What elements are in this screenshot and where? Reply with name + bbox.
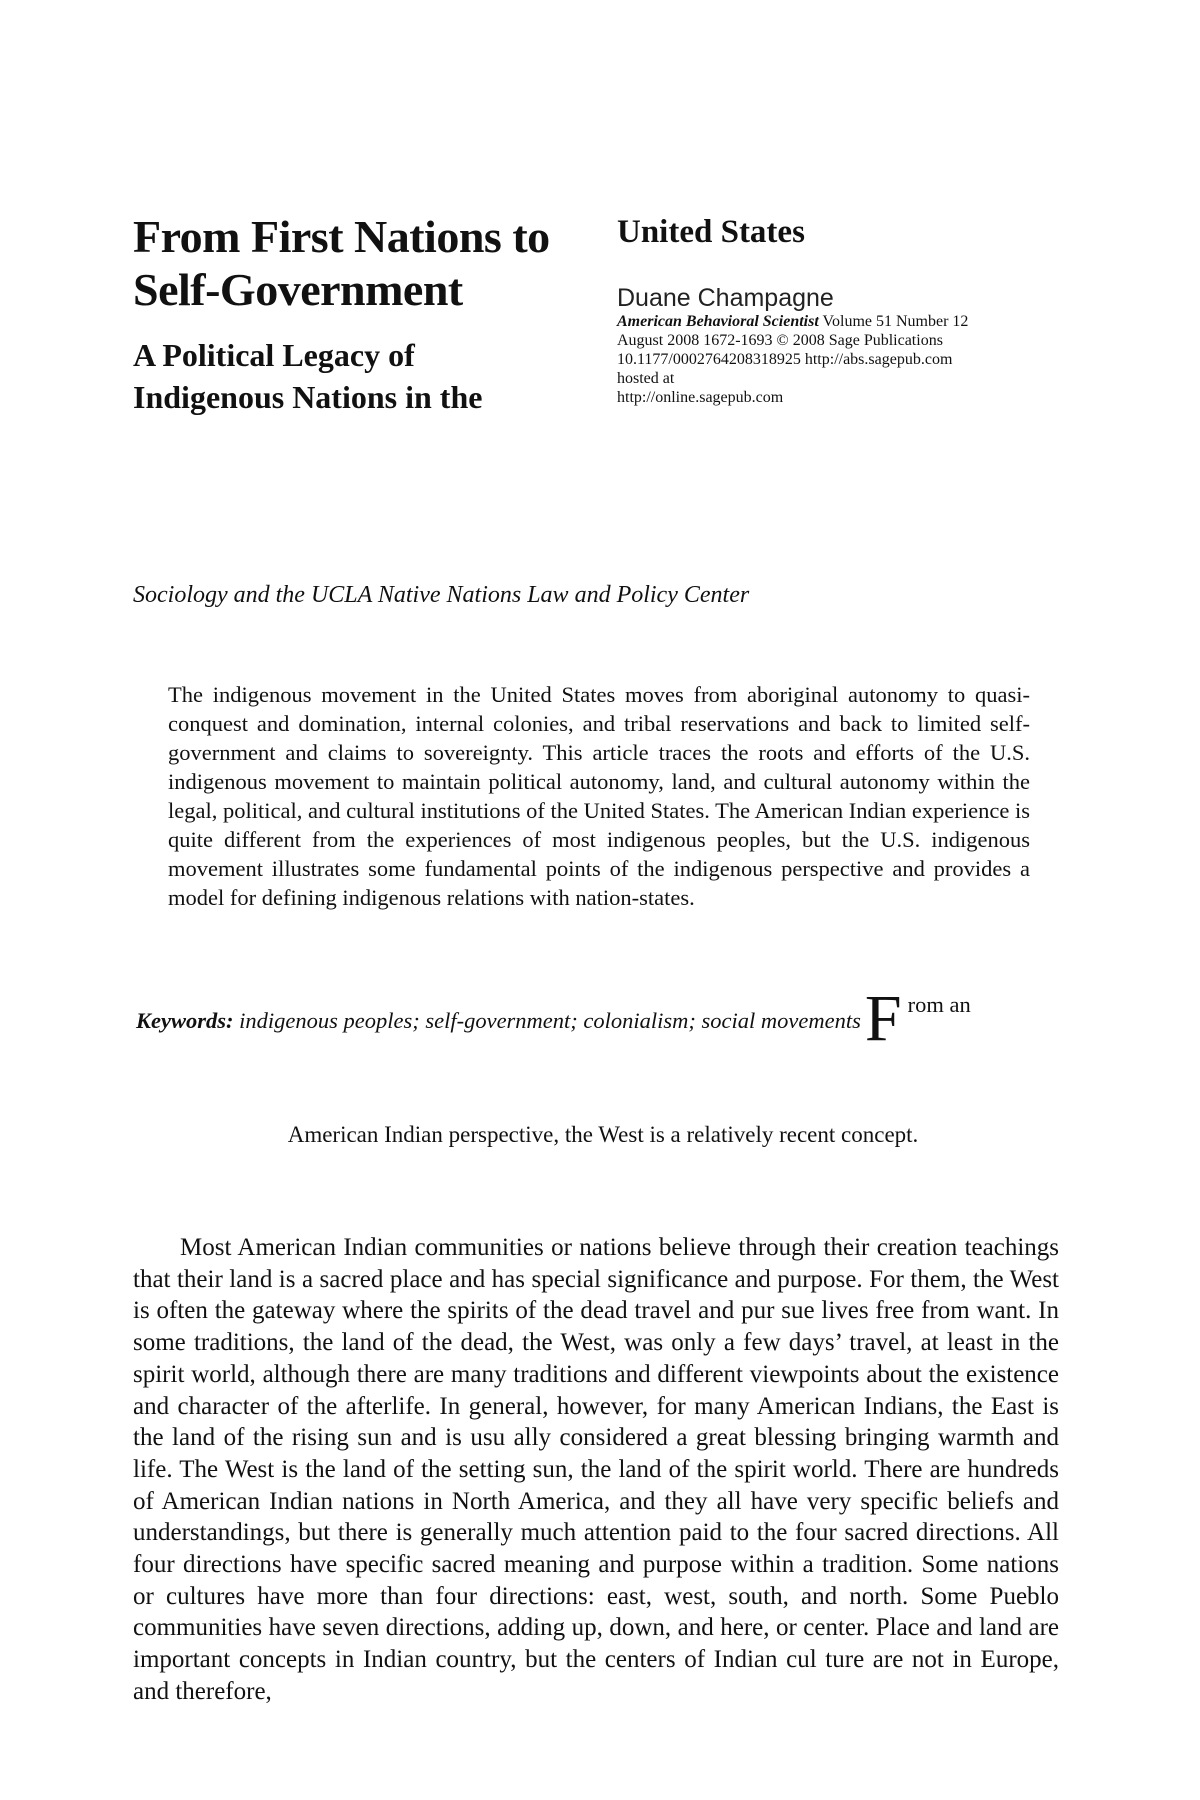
header-right-column: [617, 212, 1077, 407]
article-title-line1: From First Nations to: [133, 211, 550, 262]
keywords-line: [136, 982, 1076, 1055]
author-affiliation: Sociology and the UCLA Native Nations Law and Policy Center: [133, 582, 750, 608]
journal-volume: Volume 51 Number 12: [818, 313, 969, 330]
doi-url: 10.1177/0002764208318925 http://abs.sagepub.com: [617, 351, 953, 368]
abstract: The indigenous movement in the United States moves from aboriginal autonomy to quasi-conquest and domination, internal colonies, and tribal reservations and back to limited self-government and claims to sovereignty. This article traces the roots and efforts of the U.S. indigenous movement to maintain political autonomy, land, and cultural autonomy within the legal, political, and cultural institutions of the United States. The American Indian experience is quite different from the experiences of most indigenous peoples, but the U.S. indigenous movement illustrates some fundamental points of the indigenous perspective and provides a model for defining indigenous relations with nation-states.: [168, 682, 1030, 910]
article-subtitle-continued: United States: [617, 214, 805, 250]
article-subtitle: [133, 334, 608, 418]
body-paragraph: Most American Indian communities or nations believe through their creation teachings that their land is a sacred place and has special significance and purpose. For them, the West is often the gateway where the spirits of the dead travel and pur sue lives free from want. In some traditions, the land of the dead, the West, was only a few days’ travel, at least in the spirit world, although there are many traditions and different viewpoints about the existence and character of the afterlife. In general, however, for many American Indians, the East is the land of the rising sun and is usu ally considered a great blessing bringing warmth and life. The West is the land of the setting sun, the land of the spirit world. There are hundreds of American Indian nations in North America, and they all have very specific beliefs and understandings, but there is generally much attention paid to the four sacred directions. All four directions have specific sacred meaning and purpose within a tradition. Some nations or cultures have more than four directions: east, west, south, and north. Some Pueblo communities have seven directions, adding up, down, and here, or center. Place and land are important concepts in Indian country, but the centers of Indian cul ture are not in Europe, and therefore,: [133, 1234, 1059, 1705]
drop-cap: F: [864, 982, 902, 1055]
publication-date-pages: August 2008 1672-1693 © 2008 Sage Publications: [617, 332, 943, 349]
article-subtitle-line1: A Political Legacy of: [133, 337, 415, 373]
article-subtitle-line2: Indigenous Nations in the: [133, 379, 483, 415]
opening-sentence: American Indian perspective, the West is a relatively recent concept.: [287, 1122, 919, 1147]
journal-name: American Behavioral Scientist: [617, 313, 819, 330]
keywords-label: Keywords:: [136, 1008, 234, 1033]
hosted-url: http://online.sagepub.com: [617, 389, 784, 406]
author-name: Duane Champagne: [617, 284, 834, 312]
keywords-text: indigenous peoples; self-government; colonialism; social movements: [233, 1008, 861, 1033]
publication-info: [617, 312, 1077, 407]
drop-cap-continuation: rom an: [907, 992, 971, 1017]
hosted-at-label: hosted at: [617, 370, 675, 387]
article-title-line2: Self-Government: [133, 264, 463, 315]
article-title: [133, 210, 608, 316]
title-block: [133, 210, 608, 418]
